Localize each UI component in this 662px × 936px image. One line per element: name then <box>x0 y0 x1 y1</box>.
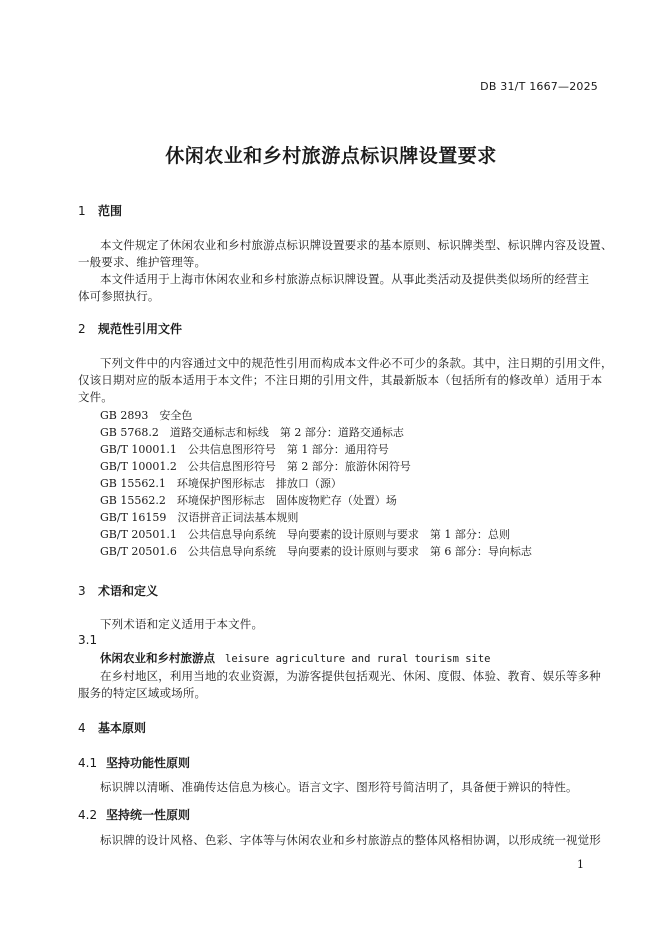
paragraph-line: 文件。 <box>78 390 113 404</box>
section-number: 1 <box>78 204 86 218</box>
reference-item: GB 2893 安全色 <box>100 409 193 422</box>
paragraph-line: 下列术语和定义适用于本文件。 <box>100 617 264 631</box>
reference-item: GB/T 16159 汉语拼音正词法基本规则 <box>100 511 299 524</box>
section-4-heading <box>78 719 146 736</box>
reference-item: GB 5768.2 道路交通标志和标线 第 2 部分：道路交通标志 <box>100 426 404 439</box>
subsection-4-1-heading <box>78 754 190 771</box>
definition-line: 服务的特定区域或场所。 <box>78 686 207 700</box>
subsection-number: 4.1 <box>78 756 98 770</box>
term-chinese: 休闲农业和乡村旅游点 <box>100 651 215 665</box>
paragraph-line: 标识牌以清晰、准确传达信息为核心。语言文字、图形符号简洁明了，具备便于辨识的特性。 <box>100 780 578 794</box>
document-title: 休闲农业和乡村旅游点标识牌设置要求 <box>165 145 497 167</box>
subsection-title: 坚持统一性原则 <box>106 808 191 822</box>
section-1-heading <box>78 202 122 219</box>
paragraph-line: 本文件规定了休闲农业和乡村旅游点标识牌设置要求的基本原则、标识牌类型、标识牌内容及设置、 <box>100 238 613 252</box>
definition-line: 在乡村地区，利用当地的农业资源，为游客提供包括观光、休闲、度假、体验、教育、娱乐等多种 <box>100 669 601 683</box>
section-title: 基本原则 <box>98 721 147 735</box>
section-number: 3 <box>78 584 86 598</box>
reference-item: GB/T 10001.2 公共信息图形符号 第 2 部分：旅游休闲符号 <box>100 460 411 473</box>
reference-item: GB/T 10001.1 公共信息图形符号 第 1 部分：通用符号 <box>100 443 389 456</box>
term-entry <box>100 650 491 666</box>
subsection-4-2-heading <box>78 806 190 823</box>
paragraph-line: 下列文件中的内容通过文中的规范性引用而构成本文件必不可少的条款。其中，注日期的引用文件， <box>100 356 613 370</box>
section-title: 规范性引用文件 <box>98 322 183 336</box>
section-number: 4 <box>78 721 86 735</box>
subsection-title: 坚持功能性原则 <box>106 756 191 770</box>
paragraph-line: 体可参照执行。 <box>78 289 160 303</box>
paragraph-line: 仅该日期对应的版本适用于本文件；不注日期的引用文件，其最新版本（包括所有的修改单）适用于本 <box>78 373 603 387</box>
paragraph-line: 标识牌的设计风格、色彩、字体等与休闲农业和乡村旅游点的整体风格相协调，以形成统一视觉形 <box>100 833 601 847</box>
subsection-number: 4.2 <box>78 808 98 822</box>
reference-item: GB/T 20501.1 公共信息导向系统 导向要素的设计原则与要求 第 1 部分：总则 <box>100 528 510 541</box>
paragraph-line: 本文件适用于上海市休闲农业和乡村旅游点标识牌设置。从事此类活动及提供类似场所的经营主 <box>100 272 590 286</box>
section-number: 2 <box>78 322 86 336</box>
reference-item: GB 15562.2 环境保护图形标志 固体废物贮存（处置）场 <box>100 494 397 507</box>
term-english: leisure agriculture and rural tourism site <box>225 653 491 665</box>
reference-item: GB 15562.1 环境保护图形标志 排放口（源） <box>100 477 342 490</box>
section-title: 范围 <box>98 204 123 218</box>
page-number: 1 <box>577 858 584 871</box>
term-number: 3.1 <box>78 633 98 647</box>
paragraph-line: 一般要求、维护管理等。 <box>78 255 207 269</box>
section-2-heading <box>78 320 182 337</box>
section-3-heading <box>78 582 158 599</box>
standard-code: DB 31/T 1667—2025 <box>480 80 598 93</box>
reference-item: GB/T 20501.6 公共信息导向系统 导向要素的设计原则与要求 第 6 部分：导向标志 <box>100 545 532 558</box>
section-title: 术语和定义 <box>98 584 159 598</box>
